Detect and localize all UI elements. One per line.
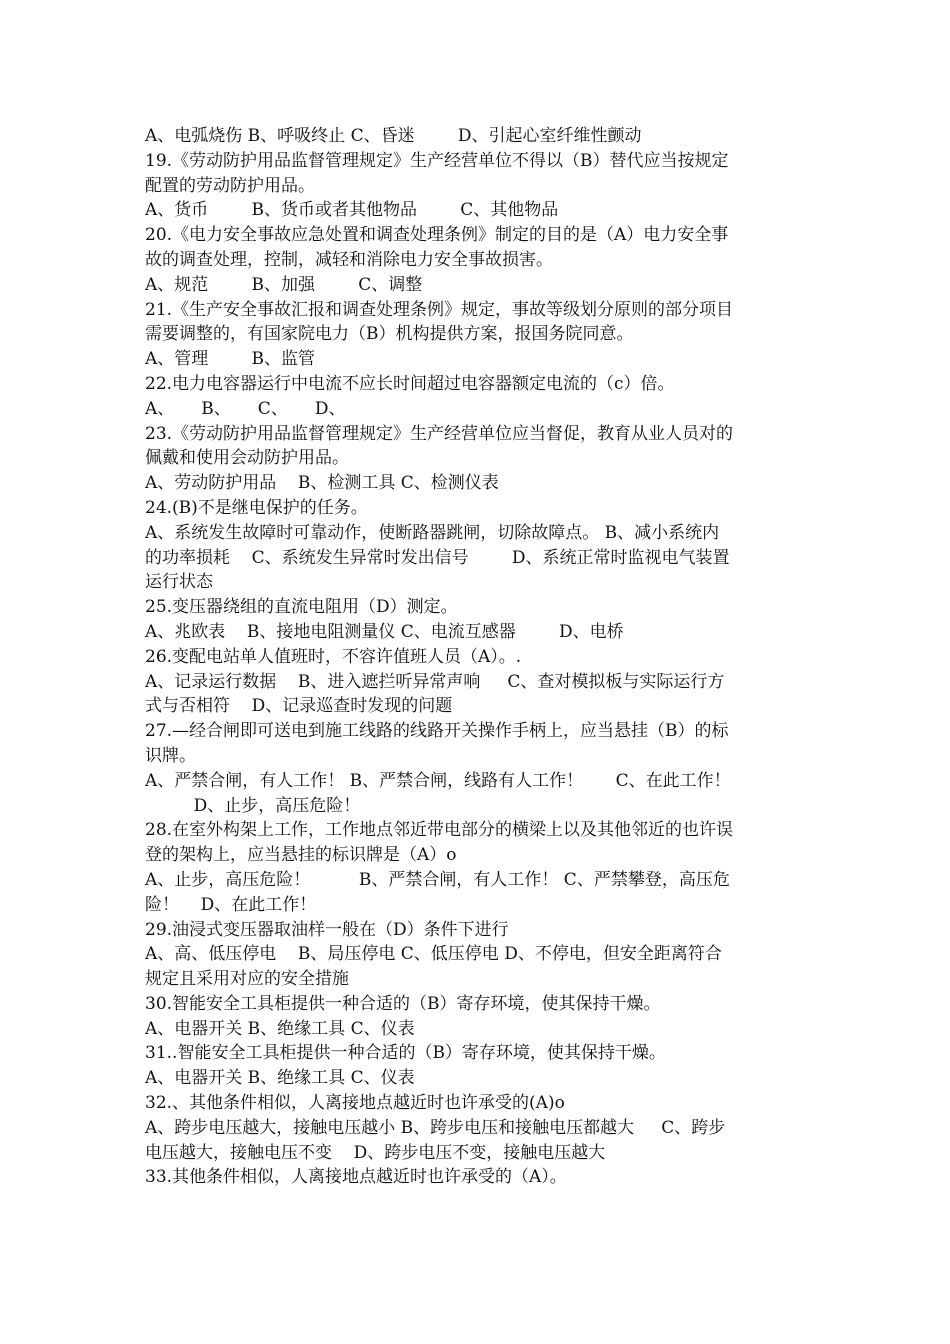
text-line: A、严禁合闸，有人工作！ B、严禁合闸，线路有人工作！ C、在此工作！ — [145, 770, 731, 791]
text-line: 33.其他条件相似，人离接地点越近时也许承受的（A）。 — [145, 1167, 567, 1188]
text-line: 配置的劳动防护用品。 — [145, 175, 315, 196]
text-line: A、 B、 C、 D、 — [145, 398, 346, 419]
text-line: A、系统发生故障时可靠动作，使断路器跳闸，切除故障点。 B、减小系统内 — [145, 522, 720, 543]
text-line: A、电器开关 B、绝缘工具 C、仪表 — [145, 1018, 415, 1039]
text-line: 22.电力电容器运行中电流不应长时间超过电容器额定电流的（c）倍。 — [145, 373, 675, 394]
text-line: 26.变配电站单人值班时，不容许值班人员（A）。. — [145, 646, 522, 667]
text-line: 运行状态 — [145, 572, 213, 593]
text-line: A、兆欧表 B、接地电阻测量仪 C、电流互感器 D、电桥 — [145, 621, 624, 642]
text-line: A、电弧烧伤 B、呼吸终止 C、昏迷 D、引起心室纤维性颤动 — [145, 126, 642, 146]
text-line: 30.智能安全工具柜提供一种合适的（B）寄存环境，使其保持干燥。 — [145, 993, 661, 1014]
text-line: A、记录运行数据 B、进入遮拦听异常声响 C、查对模拟板与实际运行方 — [145, 671, 725, 692]
text-line: 需要调整的，有国家院电力（B）机构提供方案，报国务院同意。 — [145, 324, 634, 345]
text-line: 20.《电力安全事故应急处置和调查处理条例》制定的目的是（A）电力安全事 — [145, 225, 729, 246]
text-line: 19.《劳动防护用品监督管理规定》生产经营单位不得以（B）替代应当按规定 — [145, 150, 729, 171]
text-line: 25.变压器绕组的直流电阻用（D）测定。 — [145, 597, 458, 618]
text-line: A、劳动防护用品 B、检测工具 C、检测仪表 — [145, 473, 499, 494]
text-line: 21.《生产安全事故汇报和调查处理条例》规定，事故等级划分原则的部分项目 — [145, 299, 734, 320]
text-line: 故的调查处理，控制，减轻和消除电力安全事故损害。 — [145, 249, 553, 270]
text-line: A、管理 B、监管 — [145, 349, 315, 370]
text-line: 29.油浸式变压器取油样一般在（D）条件下进行 — [145, 919, 509, 940]
text-line: A、止步，高压危险！ B、严禁合闸，有人工作！ C、严禁攀登，高压危 — [145, 869, 730, 890]
text-line: 佩戴和使用会动防护用品。 — [145, 448, 349, 469]
text-line: A、规范 B、加强 C、调整 — [145, 274, 423, 295]
text-line: 规定且采用对应的安全措施 — [145, 969, 349, 990]
text-line: 31..智能安全工具柜提供一种合适的（B）寄存环境，使其保持干燥。 — [145, 1043, 666, 1064]
text-line: 24.(B)不是继电保护的任务。 — [145, 497, 368, 518]
text-line: 28.在室外构架上工作，工作地点邻近带电部分的横梁上以及其他邻近的也许误 — [145, 820, 734, 841]
text-line: A、货币 B、货币或者其他物品 C、其他物品 — [145, 200, 559, 221]
text-line: A、高、低压停电 B、局压停电 C、低压停电 D、不停电，但安全距离符合 — [145, 944, 722, 965]
text-line: D、止步，高压危险！ — [145, 795, 361, 816]
text-line: A、跨步电压越大，接触电压越小 B、跨步电压和接触电压都越大 C、跨步 — [145, 1117, 726, 1138]
text-line: 电压越大，接触电压不变 D、跨步电压不变，接触电压越大 — [145, 1142, 606, 1163]
text-line: A、电器开关 B、绝缘工具 C、仪表 — [145, 1068, 415, 1089]
text-line: 识牌。 — [145, 745, 196, 766]
text-line: 险！ D、在此工作！ — [145, 894, 317, 915]
text-line: 登的架构上，应当悬挂的标识牌是（A）o — [145, 845, 457, 866]
text-line: 27.—经合闸即可送电到施工线路的线路开关操作手柄上，应当悬挂（B）的标 — [145, 721, 729, 742]
document-body — [145, 124, 805, 1190]
text-line: 23.《劳动防护用品监督管理规定》生产经营单位应当督促，教育从业人员对的 — [145, 423, 734, 444]
text-line: 的功率损耗 C、系统发生异常时发出信号 D、系统正常时监视电气装置 — [145, 547, 730, 568]
text-line: 式与否相符 D、记录巡查时发现的问题 — [145, 696, 453, 717]
text-line: 32.、其他条件相似，人离接地点越近时也许承受的(A)o — [145, 1093, 565, 1114]
